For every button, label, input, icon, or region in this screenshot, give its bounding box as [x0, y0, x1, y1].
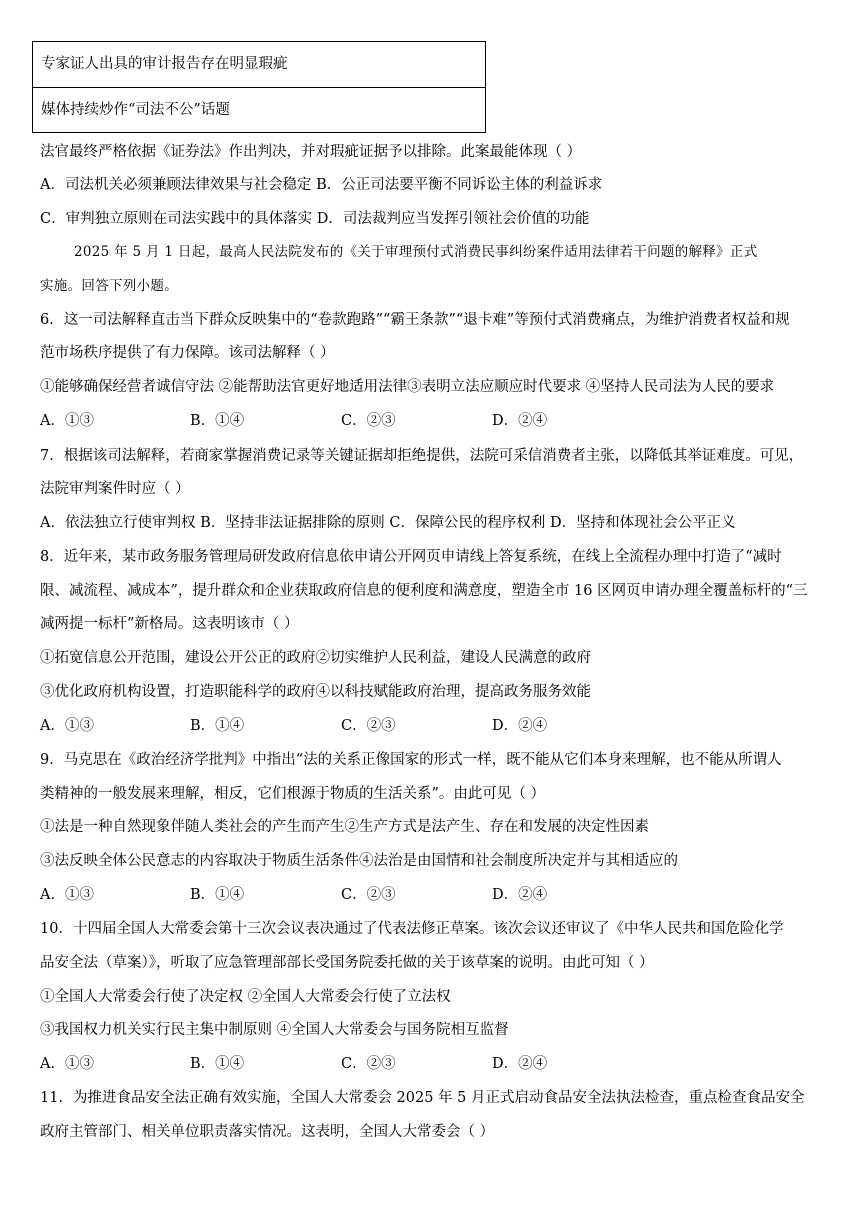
q9-option-d: D．②④ — [492, 887, 548, 903]
q8-option-d: D．②④ — [492, 718, 548, 734]
q9-statements-1: ①法是一种自然现象伴随人类社会的产生而产生②生产方式是法产生、存在和发展的决定性因素 — [40, 819, 649, 835]
q10-stem-1: 10．十四届全国人大常委会第十三次会议表决通过了代表法修正草案。该次会议还审议了《中华人民共和国危险化学 — [40, 921, 784, 937]
q10-option-b: B．①④ — [190, 1056, 245, 1072]
q9-option-a: A．①③ — [40, 887, 94, 903]
q8-stem-3: 减两提一标杆”新格局。这表明该市（ ） — [40, 616, 299, 632]
q9-statements-2: ③法反映全体公民意志的内容取决于物质生活条件④法治是由国情和社会制度所决定并与其相适应的 — [40, 853, 678, 869]
q6-option-c: C．②③ — [341, 413, 396, 429]
table-row: 专家证人出具的审计报告存在明显瑕疵 — [41, 56, 288, 72]
q6-option-b: B．①④ — [190, 413, 245, 429]
q7-options: A．依法独立行使审判权 B．坚持非法证据排除的原则 C．保障公民的程序权利 D．坚持和体现社会公平正义 — [40, 515, 736, 531]
q5-options-ab: A．司法机关必须兼顾法律效果与社会稳定 B．公正司法要平衡不同诉讼主体的利益诉求 — [40, 177, 603, 193]
q9-option-b: B．①④ — [190, 887, 245, 903]
q6-option-a: A．①③ — [40, 413, 94, 429]
q10-option-d: D．②④ — [492, 1056, 548, 1072]
q9-option-c: C．②③ — [341, 887, 396, 903]
q9-stem-1: 9．马克思在《政治经济学批判》中指出“法的关系正像国家的形式一样，既不能从它们本身来理解，也不能从所谓人 — [40, 752, 782, 768]
q8-option-a: A．①③ — [40, 718, 94, 734]
table-row: 媒体持续炒作“司法不公”话题 — [33, 87, 485, 132]
q10-stem-2: 品安全法（草案）》，听取了应急管理部部长受国务院委托做的关于该草案的说明。由此可知（ ） — [40, 955, 654, 971]
q7-stem-1: 7．根据该司法解释，若商家掌握消费记录等关键证据却拒绝提供，法院可采信消费者主张，以降低其举证难度。可见， — [40, 448, 804, 464]
q6-stem-2: 范市场秩序提供了有力保障。该司法解释（ ） — [40, 345, 335, 361]
q8-option-c: C．②③ — [341, 718, 396, 734]
q9-stem-2: 类精神的一般发展来理解，相反，它们根源于物质的生活关系”。由此可见（ ） — [40, 786, 546, 802]
q6-option-d: D．②④ — [492, 413, 548, 429]
q11-stem-2: 政府主管部门、相关单位职责落实情况。这表明，全国人大常委会（ ） — [40, 1124, 495, 1140]
q8-option-b: B．①④ — [190, 718, 245, 734]
q10-option-c: C．②③ — [341, 1056, 396, 1072]
q6-statements: ①能够确保经营者诚信守法 ②能帮助法官更好地适用法律③表明立法应顺应时代要求 ④坚持人民司法为人民的要求 — [40, 379, 775, 395]
q8-statements-2: ③优化政府机构设置，打造职能科学的政府④以科技赋能政府治理，提高政务服务效能 — [40, 684, 591, 700]
q11-stem-1: 11．为推进食品安全法正确有效实施，全国人大常委会 2025 年 5 月正式启动食品安全法执法检查，重点检查食品安全 — [40, 1090, 805, 1106]
q7-stem-2: 法院审判案件时应（ ） — [40, 481, 190, 497]
q8-stem-1: 8．近年来，某市政务服务管理局研发政府信息依申请公开网页申请线上答复系统，在线上全流程办理中打造了“减时 — [40, 549, 782, 565]
q6-stem-1: 6．这一司法解释直击当下群众反映集中的“卷款跑路”“霸王条款”“退卡难”等预付式消费痛点，为维护消费者权益和规 — [40, 312, 790, 328]
q10-statements-1: ①全国人大常委会行使了决定权 ②全国人大常委会行使了立法权 — [40, 989, 451, 1005]
info-table — [32, 41, 486, 133]
q8-stem-2: 限、减流程、减成本”，提升群众和企业获取政府信息的便利度和满意度，塑造全市 16 区网页申请办理全覆盖标杆的“三 — [40, 583, 808, 599]
q8-statements-1: ①拓宽信息公开范围，建设公开公正的政府②切实维护人民利益，建设人民满意的政府 — [40, 650, 591, 666]
material-line-2: 实施。回答下列小题。 — [40, 278, 178, 294]
material-line-1: 2025 年 5 月 1 日起，最高人民法院发布的《关于审理预付式消费民事纠纷案件适用法律若干问题的解释》正式 — [74, 244, 758, 260]
q5-options-cd: C．审判独立原则在司法实践中的具体落实 D．司法裁判应当发挥引领社会价值的功能 — [40, 211, 590, 227]
q10-option-a: A．①③ — [40, 1056, 94, 1072]
q10-statements-2: ③我国权力机关实行民主集中制原则 ④全国人大常委会与国务院相互监督 — [40, 1022, 509, 1038]
q5-stem-end: 法官最终严格依据《证券法》作出判决，并对瑕疵证据予以排除。此案最能体现（ ） — [40, 144, 582, 160]
